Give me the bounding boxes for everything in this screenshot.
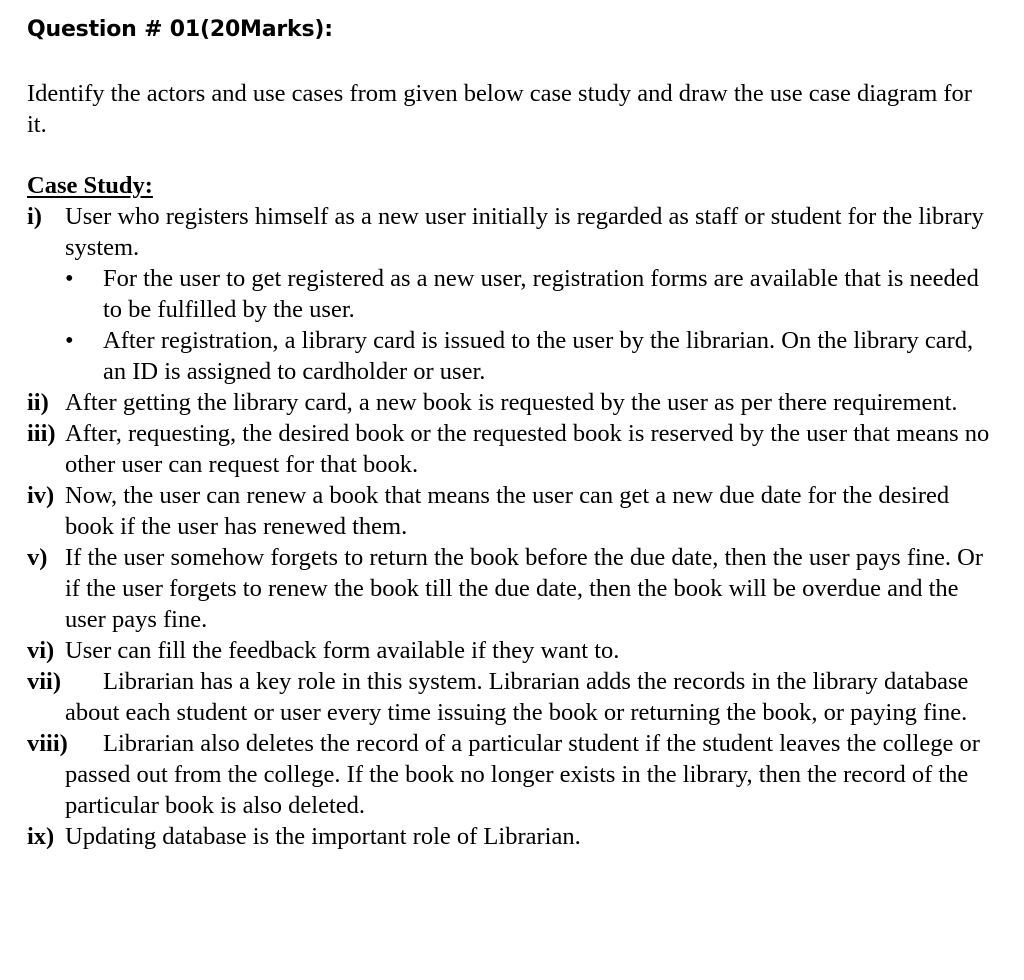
item-text: User can fill the feedback form available if they want to.	[65, 637, 620, 664]
case-item-ii	[27, 387, 1002, 418]
item-number: iii)	[27, 420, 56, 447]
case-item-vii	[27, 666, 1002, 728]
case-item-vi	[27, 635, 1002, 666]
bullet-icon: •	[65, 327, 74, 354]
item-text: After getting the library card, a new book is requested by the user as per there requirement.	[65, 389, 958, 416]
bullet-item	[65, 263, 1002, 325]
case-item-i	[27, 201, 1002, 263]
item-number: viii)	[27, 730, 68, 757]
case-item-iv	[27, 480, 1002, 542]
item-number: i)	[27, 203, 42, 230]
item-text-content: Librarian has a key role in this system. Librarian adds the records in the library database about each student or user every time issuing the book or returning the book, or paying fine.	[65, 668, 969, 726]
bullet-list	[27, 263, 1002, 387]
case-study-section	[27, 170, 1002, 852]
item-number: ii)	[27, 389, 49, 416]
item-text: If the user somehow forgets to return the book before the due date, then the user pays fine. Or if the user forgets to renew the book till the due date, then the book will be overdue and the user pays fine.	[65, 544, 984, 633]
item-text-content: Librarian also deletes the record of a particular student if the student leaves the college or passed out from the college. If the book no longer exists in the library, then the record of the particular book is also deleted.	[65, 730, 980, 819]
item-text: After, requesting, the desired book or the requested book is reserved by the user that means no other user can request for that book.	[65, 420, 990, 478]
item-number: ix)	[27, 823, 55, 850]
question-instruction: Identify the actors and use cases from given below case study and draw the use case diagram for it.	[27, 80, 972, 138]
bullet-text: For the user to get registered as a new user, registration forms are available that is needed to be fulfilled by the user.	[103, 265, 979, 323]
item-text	[65, 668, 968, 726]
bullet-item	[65, 325, 1002, 387]
item-number: iv)	[27, 482, 55, 509]
item-text	[65, 730, 980, 819]
question-heading: Question # 01(20Marks):	[27, 17, 333, 42]
item-number: vi)	[27, 637, 55, 664]
item-number: vii)	[27, 668, 62, 695]
case-item-iii	[27, 418, 1002, 480]
bullet-icon: •	[65, 265, 74, 292]
item-number: v)	[27, 544, 48, 571]
item-text: Updating database is the important role of Librarian.	[65, 823, 581, 850]
case-study-title: Case Study:	[27, 172, 153, 199]
item-text: Now, the user can renew a book that means the user can get a new due date for the desired book if the user has renewed them.	[65, 482, 950, 540]
case-item-ix	[27, 821, 1002, 852]
bullet-text: After registration, a library card is issued to the user by the librarian. On the library card, an ID is assigned to cardholder or user.	[103, 327, 974, 385]
case-item-viii	[27, 728, 1002, 821]
item-text: User who registers himself as a new user initially is regarded as staff or student for the library system.	[65, 203, 984, 261]
case-item-v	[27, 542, 1002, 635]
